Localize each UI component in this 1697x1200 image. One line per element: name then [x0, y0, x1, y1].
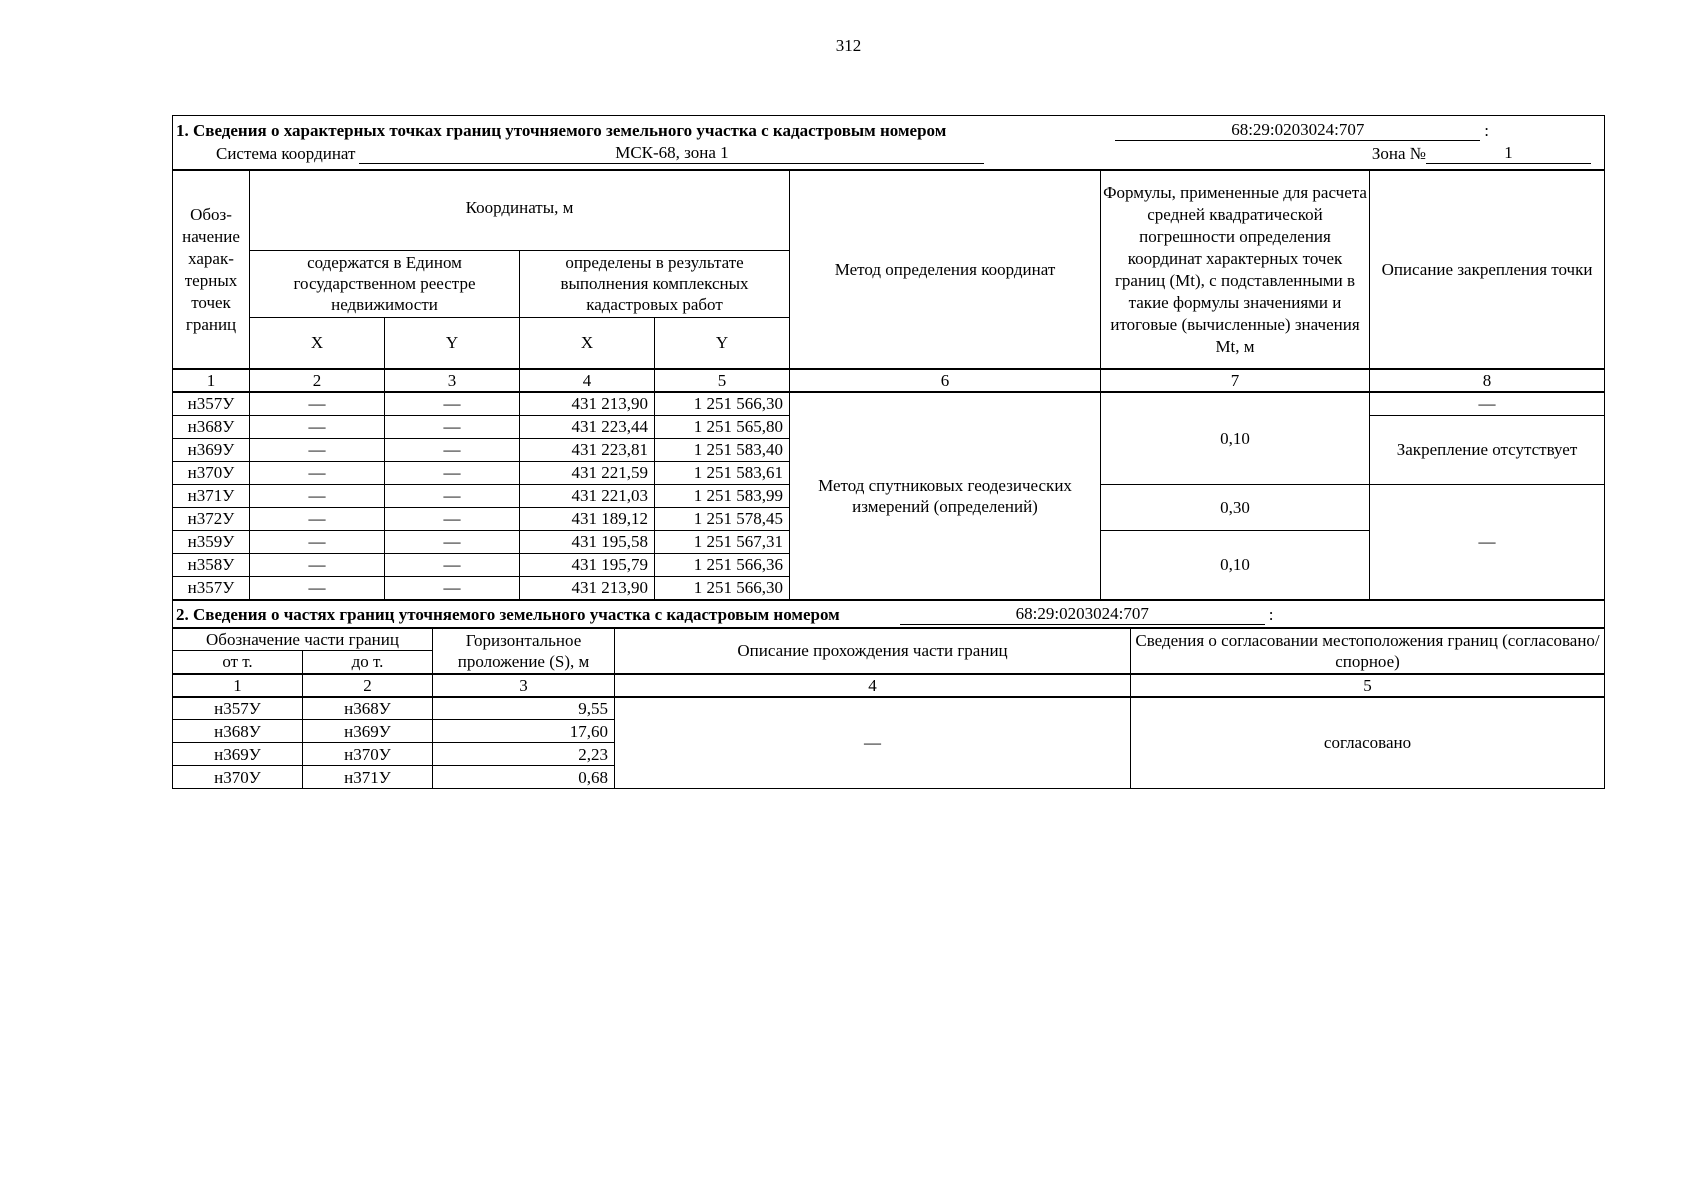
- y-egrn: —: [385, 415, 520, 438]
- header-x: X: [520, 317, 655, 369]
- point-name: н368У: [173, 415, 250, 438]
- x-egrn: —: [250, 553, 385, 576]
- from-point: н357У: [173, 697, 303, 720]
- y-value: 1 251 583,61: [655, 461, 790, 484]
- y-egrn: —: [385, 438, 520, 461]
- y-egrn: —: [385, 461, 520, 484]
- x-egrn: —: [250, 415, 385, 438]
- y-value: 1 251 583,40: [655, 438, 790, 461]
- col-num: 8: [1370, 369, 1605, 392]
- page-number: 312: [835, 36, 862, 55]
- col-num: 3: [385, 369, 520, 392]
- y-egrn: —: [385, 530, 520, 553]
- coord-system-value: МСК-68, зона 1: [359, 142, 984, 164]
- to-point: н370У: [303, 743, 433, 766]
- x-value: 431 223,44: [520, 415, 655, 438]
- horizontal-value: 0,68: [433, 766, 615, 789]
- point-name: н359У: [173, 530, 250, 553]
- header-part: Обозначение части границ: [173, 628, 433, 651]
- section2-cadastral-number: 68:29:0203024:707: [900, 603, 1265, 625]
- col-num: 2: [303, 674, 433, 697]
- point-name: н372У: [173, 507, 250, 530]
- horizontal-value: 2,23: [433, 743, 615, 766]
- mt-value: 0,30: [1101, 484, 1370, 530]
- header-egrn: содержатся в Едином государственном реестре недвижимости: [250, 250, 520, 317]
- header-horizontal: Горизонтальное проложение (S), м: [433, 628, 615, 674]
- section1-header: [173, 116, 1605, 171]
- col-num: 2: [250, 369, 385, 392]
- from-point: н368У: [173, 720, 303, 743]
- table-row: [173, 697, 1605, 720]
- y-value: 1 251 566,36: [655, 553, 790, 576]
- section1-title: 1. Сведения о характерных точках границ уточняемого земельного участка с кадастровым номером: [176, 121, 947, 140]
- section1-cadastral-number: 68:29:0203024:707: [1115, 119, 1480, 141]
- x-egrn: —: [250, 530, 385, 553]
- y-egrn: —: [385, 392, 520, 415]
- col-num: 4: [520, 369, 655, 392]
- y-value: 1 251 566,30: [655, 392, 790, 415]
- section2-table: [172, 600, 1605, 790]
- section2-column-numbers-row: [173, 674, 1605, 697]
- from-point: н369У: [173, 743, 303, 766]
- col-num: 5: [1131, 674, 1605, 697]
- description-value: —: [615, 697, 1131, 789]
- col-num: 1: [173, 674, 303, 697]
- y-egrn: —: [385, 576, 520, 599]
- header-x-egrn: X: [250, 317, 385, 369]
- x-value: 431 221,03: [520, 484, 655, 507]
- method-value: Метод спутниковых геодезических измерений (определений): [790, 392, 1101, 599]
- x-egrn: —: [250, 507, 385, 530]
- section1-table: [172, 115, 1605, 600]
- point-name: н371У: [173, 484, 250, 507]
- x-value: 431 213,90: [520, 576, 655, 599]
- x-value: 431 195,79: [520, 553, 655, 576]
- mt-value: 0,10: [1101, 530, 1370, 599]
- col-num: 1: [173, 369, 250, 392]
- y-value: 1 251 565,80: [655, 415, 790, 438]
- horizontal-value: 17,60: [433, 720, 615, 743]
- col-num: 3: [433, 674, 615, 697]
- fixing-value: —: [1370, 392, 1605, 415]
- zone-label: Зона №: [1371, 144, 1427, 163]
- point-name: н357У: [173, 392, 250, 415]
- x-value: 431 213,90: [520, 392, 655, 415]
- y-value: 1 251 567,31: [655, 530, 790, 553]
- y-value: 1 251 583,99: [655, 484, 790, 507]
- column-numbers-row: [173, 369, 1605, 392]
- x-value: 431 223,81: [520, 438, 655, 461]
- header-method: Метод определения координат: [790, 170, 1101, 369]
- y-egrn: —: [385, 507, 520, 530]
- fixing-value: —: [1370, 484, 1605, 599]
- from-point: н370У: [173, 766, 303, 789]
- header-fixing: Описание закрепления точки: [1370, 170, 1605, 369]
- document: [172, 115, 1604, 789]
- point-name: н357У: [173, 576, 250, 599]
- to-point: н369У: [303, 720, 433, 743]
- mt-value: 0,10: [1101, 392, 1370, 484]
- y-egrn: —: [385, 553, 520, 576]
- x-egrn: —: [250, 438, 385, 461]
- y-value: 1 251 566,30: [655, 576, 790, 599]
- header-y-egrn: Y: [385, 317, 520, 369]
- horizontal-value: 9,55: [433, 697, 615, 720]
- x-egrn: —: [250, 392, 385, 415]
- header-determined: определены в результате выполнения комплексных кадастровых работ: [520, 250, 790, 317]
- section2-title: 2. Сведения о частях границ уточняемого земельного участка с кадастровым номером: [176, 604, 840, 624]
- x-value: 431 221,59: [520, 461, 655, 484]
- header-coordinates: Координаты, м: [250, 170, 790, 250]
- x-value: 431 189,12: [520, 507, 655, 530]
- header-y: Y: [655, 317, 790, 369]
- section1-colon: :: [1484, 121, 1490, 140]
- point-name: н370У: [173, 461, 250, 484]
- section2-colon: :: [1268, 604, 1274, 624]
- x-egrn: —: [250, 461, 385, 484]
- header-description: Описание прохождения части границ: [615, 628, 1131, 674]
- fixing-value: Закрепление отсутствует: [1370, 415, 1605, 484]
- col-num: 6: [790, 369, 1101, 392]
- coord-system-label: Система координат: [216, 144, 356, 163]
- agreement-value: согласовано: [1131, 697, 1605, 789]
- y-value: 1 251 578,45: [655, 507, 790, 530]
- col-num: 5: [655, 369, 790, 392]
- header-agreement: Сведения о согласовании местоположения границ (согласовано/спорное): [1131, 628, 1605, 674]
- header-designation: Обоз- начение харак- терных точек границ: [173, 170, 250, 369]
- table-row: [173, 392, 1605, 415]
- header-to: до т.: [303, 651, 433, 674]
- x-egrn: —: [250, 484, 385, 507]
- to-point: н368У: [303, 697, 433, 720]
- header-from: от т.: [173, 651, 303, 674]
- zone-value: 1: [1426, 142, 1591, 164]
- col-num: 7: [1101, 369, 1370, 392]
- col-num: 4: [615, 674, 1131, 697]
- section2-header: [173, 600, 1605, 628]
- to-point: н371У: [303, 766, 433, 789]
- x-egrn: —: [250, 576, 385, 599]
- header-formulas: Формулы, примененные для расчета средней квадратической погрешности определения координат характерных точек границ (Mt), с подставленными в такие формулы значениями и итоговые (вычисленные) значения Mt, м: [1101, 170, 1370, 369]
- x-value: 431 195,58: [520, 530, 655, 553]
- point-name: н358У: [173, 553, 250, 576]
- point-name: н369У: [173, 438, 250, 461]
- y-egrn: —: [385, 484, 520, 507]
